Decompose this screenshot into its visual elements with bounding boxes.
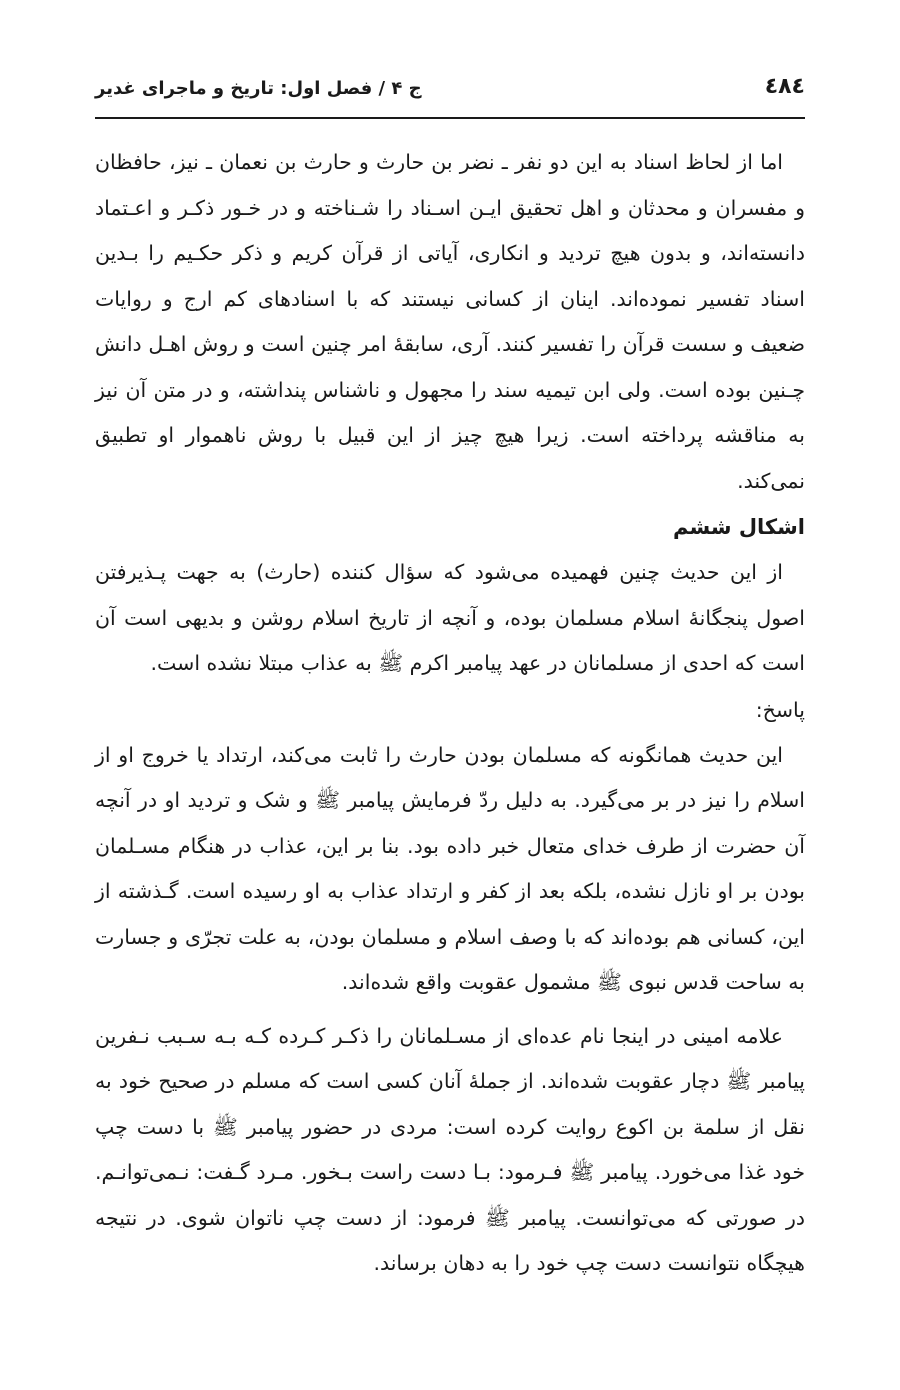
- paragraph-4: علامه امینی در اینجا نام عده‌ای از مسـلمانان را ذکـر کـرده کـه بـه سـبب نـفرین پیامبر ﷺ دچار عقوبت شده‌اند. از جملهٔ آنان کسی است که مسلم در صحیح خود به نقل از سلمة بن اکوع روایت کرده است: مردی در حضور پیامبر ﷺ با دست چپ خود غذا می‌خورد. پیامبر ﷺ فـرمود: بـا دست راست بـخور. مـرد گـفت: نـمی‌توانـم. در صورتی که می‌توانست. پیامبر ﷺ فرمود: از دست چپ ناتوان شوی. در نتیجه هیچگاه نتوانست دست چپ خود را به دهان برساند.: [95, 1023, 805, 1275]
- answer-label: پاسخ:: [755, 697, 805, 722]
- running-head: ج ۴ / فصل اول: تاریخ و ماجرای غدیر: [95, 78, 422, 99]
- page-header: [95, 70, 805, 116]
- header-divider: [95, 117, 805, 119]
- section-heading: اشکال ششم: [673, 515, 805, 539]
- paragraph-1: اما از لحاظ اسناد به این دو نفر ـ نضر بن حارث و حارث بن نعمان ـ نیز، حافظان و مفسران و محدثان و اهل تحقیق ایـن اسـناد را شـناخته و در خـور ذکـر و اعـتماد دانسته‌اند، و بدون هیچ تردید و انکاری، آیاتی از قرآن کریم و ذکر حکـیم را بـدین اسناد تفسیر نموده‌اند. اینان از کسانی نیستند که با اسنادهای کم ارج و روایات ضعیف و سست قرآن را تفسیر کنند. آری، سابقهٔ امر چنین است و روش اهـل دانش چـنین بوده است. ولی ابن تیمیه سند را مجهول و ناشناس پنداشته، و در متن آن نیز به مناقشه پرداخته است. زیرا هیچ چیز از این قبیل با روش ناهموار او تطبیق نمی‌کند.: [95, 150, 805, 493]
- paragraph-3: این حدیث همانگونه که مسلمان بودن حارث را ثابت می‌کند، ارتداد یا خروج او از اسلام را نیز در بر می‌گیرد. به دلیل ردّ فرمایش پیامبر ﷺ و شک و تردید او در آنچه آن حضرت از طرف خدای متعال خبر داده بود. بنا بر این، عذاب در هنگام مسـلمان بودن بر او نازل نشده، بلکه بعد از کفر و ارتداد عذاب به او رسیده است. گـذشته از این، کسانی هم بوده‌اند که با وصف اسلام و مسلمان بودن، به علت تجرّی و جسارت به ساحت قدس نبوی ﷺ مشمول عقوبت واقع شده‌اند.: [95, 742, 805, 994]
- paragraph-2: از این حدیث چنین فهمیده می‌شود که سؤال کننده (حارث) به جهت پـذیرفتن اصول پنجگانهٔ اسلام مسلمان بوده، و آنچه از تاریخ اسلام روشن و بدیهی است آن است که احدی از مسلمانان در عهد پیامبر اکرم ﷺ به عذاب مبتلا نشده است.: [95, 560, 805, 675]
- page-number: ٤٨٤: [764, 74, 805, 99]
- page-body: [95, 140, 805, 1287]
